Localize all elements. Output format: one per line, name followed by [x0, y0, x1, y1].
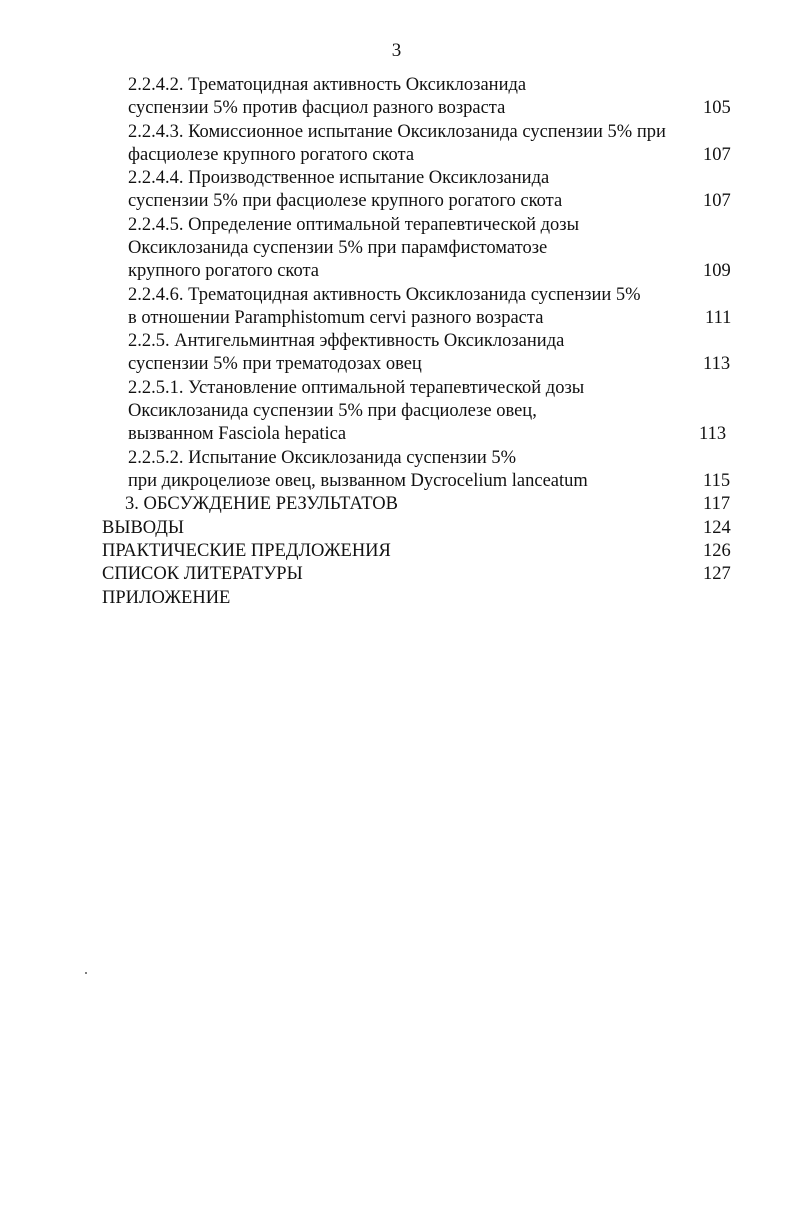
toc-entry-line: ПРАКТИЧЕСКИЕ ПРЕДЛОЖЕНИЯ	[102, 541, 391, 561]
toc-entry-line: 2.2.5.2. Испытание Оксиклозанида суспензии 5%	[128, 448, 517, 468]
toc-entry-line: Оксиклозанида суспензии 5% при фасциолезе овец,	[128, 401, 537, 421]
toc-entry-line: 2.2.4.6. Трематоцидная активность Оксиклозанида суспензии 5%	[128, 285, 641, 305]
toc-entry-line: при дикроцелиозе овец, вызванном Dycrocelium lanceatum	[128, 471, 588, 491]
toc-entry-line: ВЫВОДЫ	[102, 518, 185, 538]
toc-entry-line: 3. ОБСУЖДЕНИЕ РЕЗУЛЬТАТОВ	[125, 494, 398, 514]
toc-page-number: 111	[705, 308, 732, 328]
toc-entry-line: в отношении Paramphistomum cervi разного возраста	[128, 308, 544, 328]
toc-page-number: 127	[703, 564, 731, 584]
toc-entry-line: ПРИЛОЖЕНИЕ	[102, 588, 231, 608]
toc-entry-line: крупного рогатого скота	[128, 261, 319, 281]
toc-entry-line: 2.2.4.3. Комиссионное испытание Оксиклозанида суспензии 5% при	[128, 122, 666, 142]
toc-entry-line: суспензии 5% против фасциол разного возраста	[128, 98, 506, 118]
toc-page-number: 124	[703, 518, 731, 538]
page-number: 3	[391, 40, 402, 61]
toc-page-number: 113	[699, 424, 727, 444]
toc-entry-line: суспензии 5% при трематодозах овец	[128, 354, 422, 374]
scan-speck	[85, 972, 87, 974]
toc-entry-line: 2.2.4.5. Определение оптимальной терапевтической дозы	[128, 215, 580, 235]
toc-entry-line: вызванном Fasciola hepatica	[128, 424, 347, 444]
toc-entry-line: Оксиклозанида суспензии 5% при парамфистоматозе	[128, 238, 548, 258]
toc-entry-line: суспензии 5% при фасциолезе крупного рогатого скота	[128, 191, 563, 211]
toc-entry-line: 2.2.5. Антигельминтная эффективность Оксиклозанида	[128, 331, 565, 351]
toc-page-number: 107	[703, 191, 731, 211]
toc-page-number: 105	[703, 98, 731, 118]
toc-page-number: 117	[703, 494, 731, 514]
toc-entry-line: 2.2.4.4. Производственное испытание Оксиклозанида	[128, 168, 550, 188]
toc-page-number: 109	[703, 261, 731, 281]
toc-page-number: 126	[703, 541, 731, 561]
toc-page-number: 115	[703, 471, 731, 491]
toc-page-number: 107	[703, 145, 731, 165]
toc-entry-line: 2.2.5.1. Установление оптимальной терапевтической дозы	[128, 378, 585, 398]
toc-entry-line: фасциолезе крупного рогатого скота	[128, 145, 415, 165]
toc-entry-line: 2.2.4.2. Трематоцидная активность Оксиклозанида	[128, 75, 527, 95]
toc-page-number: 113	[703, 354, 731, 374]
toc-entry-line: СПИСОК ЛИТЕРАТУРЫ	[102, 564, 303, 584]
